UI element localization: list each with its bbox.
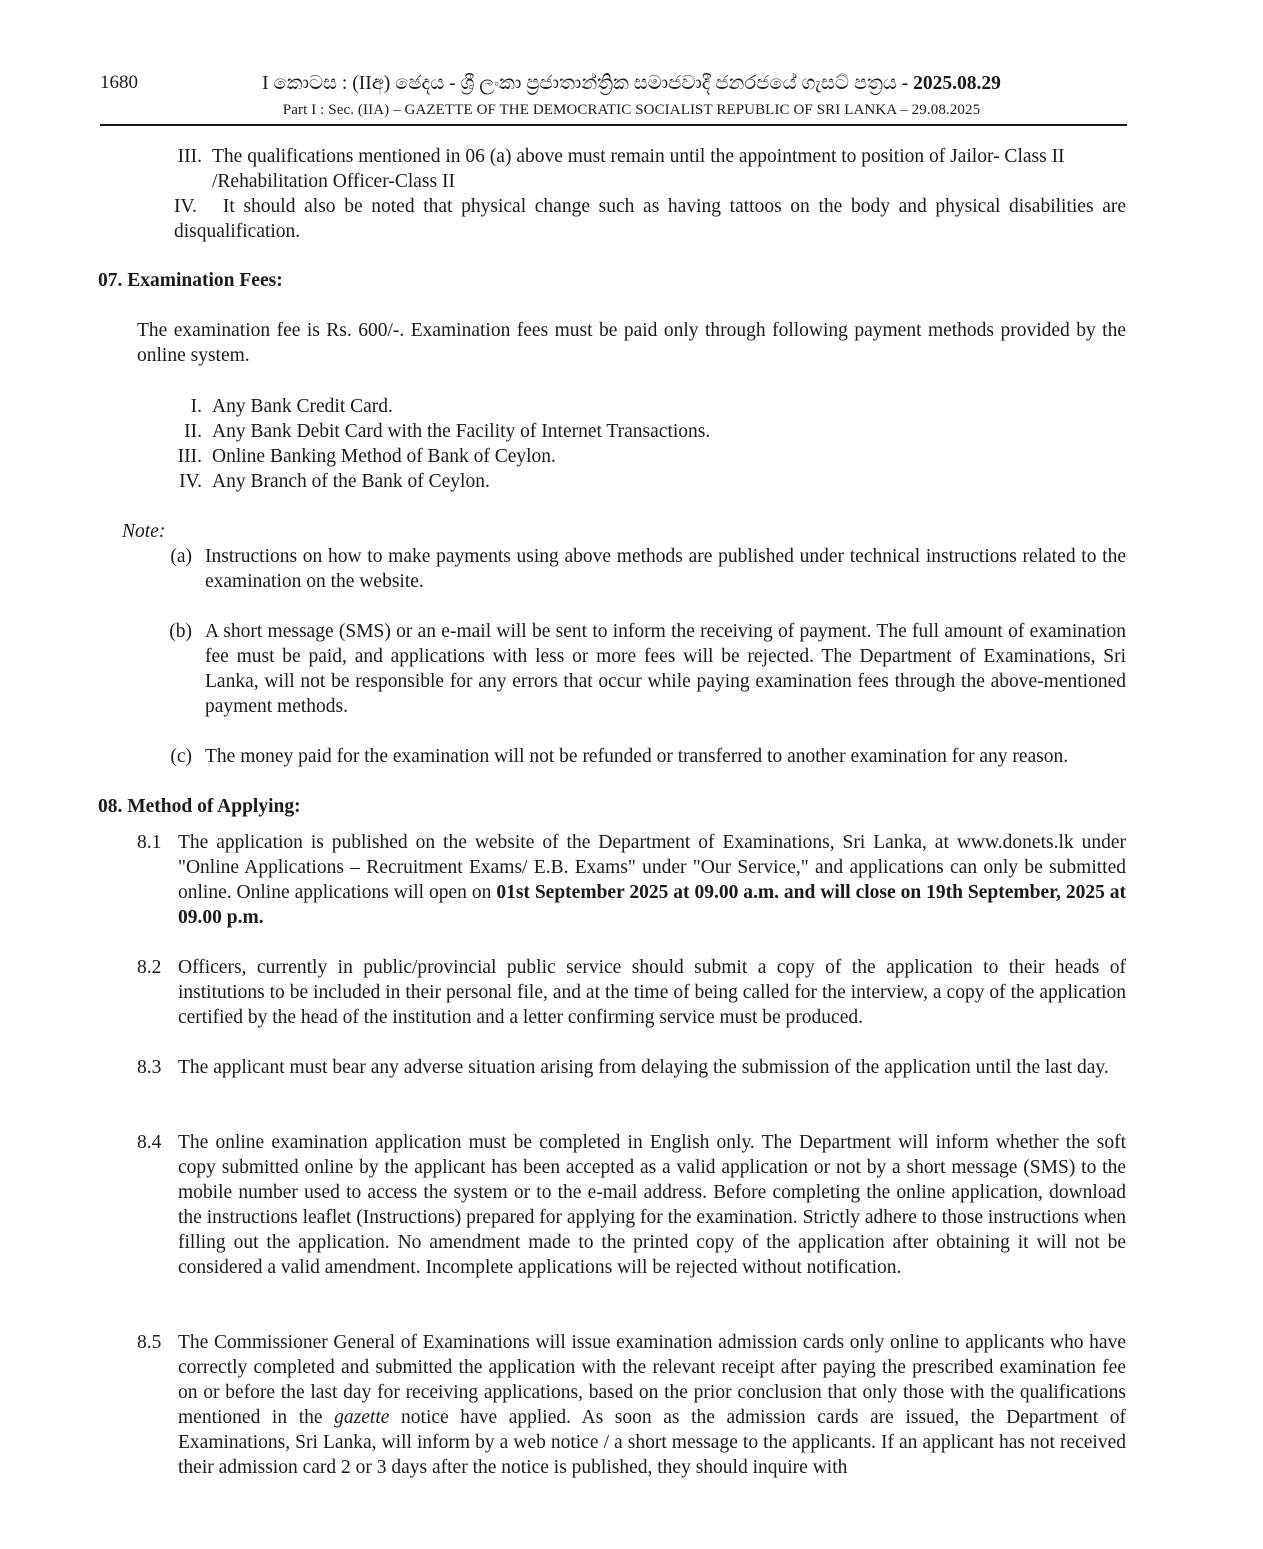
paragraph-number: 8.1 — [137, 832, 162, 853]
paragraph-8-4 — [137, 1130, 1126, 1280]
paragraph-8-3 — [137, 1055, 1126, 1080]
qualification-item-4 — [174, 194, 1126, 244]
paragraph-text: The applicant must bear any adverse situation arising from delaying the submission of the application until the last day. — [178, 1057, 1109, 1078]
method-text: Online Banking Method of Bank of Ceylon. — [212, 446, 556, 467]
item-number: III. — [177, 146, 202, 167]
payment-method-1 — [172, 394, 872, 419]
note-number: (b) — [169, 621, 192, 642]
item-text: It should also be noted that physical change such as having tattoos on the body and physical disabilities are disqualification. — [174, 196, 1126, 242]
payment-method-3 — [172, 444, 872, 469]
qualification-item-3 — [172, 144, 1126, 194]
method-text: Any Bank Debit Card with the Facility of Internet Transactions. — [212, 421, 711, 442]
paragraph-8-2 — [137, 955, 1126, 1030]
paragraph-8-1-text: The application is published on the website of the Department of Examinations, Sri Lanka, at www.donets.lk under "Online Applications – Recruitment Exams/ E.B. Exams" under "Our Service," and applications can only be submitted online. Online applications will open on — [178, 832, 1126, 903]
item-number: IV. — [174, 196, 197, 217]
paragraph-text — [178, 1330, 1126, 1480]
paragraph-number: 8.2 — [137, 957, 162, 978]
note-text: A short message (SMS) or an e-mail will be sent to inform the receiving of payment. The full amount of examination fee must be paid, and applications with less or more fees will be rejected. The Department of Examinations, Sri Lanka, will not be responsible for any errors that occur while paying examination fees through the above-mentioned payment methods. — [205, 621, 1126, 717]
note-label: Note: — [122, 521, 166, 542]
method-text: Any Bank Credit Card. — [212, 396, 393, 417]
paragraph-text: Officers, currently in public/provincial public service should submit a copy of the application to their heads of institutions to be included in their personal file, and at the time of being called for the interview, a copy of the application certified by the head of the institution and a letter confirming service must be produced. — [178, 957, 1126, 1028]
note-number: (c) — [170, 746, 192, 767]
application-dates: 01st September 2025 at 09.00 a.m. and will close on 19th September, 2025 at 09.00 p.m. — [178, 882, 1127, 928]
paragraph-8-5 — [137, 1330, 1126, 1480]
section-07-heading: 07. Examination Fees: — [98, 270, 283, 291]
note-b — [160, 619, 1126, 719]
payment-method-4 — [172, 469, 872, 494]
note-text: The money paid for the examination will not be refunded or transferred to another examination for any reason. — [205, 746, 1069, 767]
item-text: The qualifications mentioned in 06 (a) above must remain until the appointment to position of Jailor- Class II — [212, 146, 1065, 167]
section-07-intro: The examination fee is Rs. 600/-. Examination fees must be paid only through following payment methods provided by the online system. — [137, 320, 1126, 366]
header-sinhala-title: I කොටස : (IIඅ) ඡෙදය - ශ්‍රී ලංකා ප්‍රජාතාන්ත්‍රික සමාජවාදී ජනරජයේ ගැසට් පත්‍රය - — [262, 73, 909, 94]
gazette-header — [0, 72, 1263, 120]
paragraph-8-5-text-a: The Commissioner General of Examinations will issue examination admission cards only online to applicants who have correctly completed and submitted the application with the relevant receipt after paying the prescribed examination fee on or before the last day for receiving applications, based on the prior conclusion that only those with the qualifications mentioned in the — [178, 1332, 1126, 1428]
paragraph-text: The online examination application must be completed in English only. The Department will inform whether the soft copy submitted online by the applicant has been accepted as a valid application or not by a short message (SMS) to the mobile number used to access the system or to the e-mail address. Before completing the online application, download the instructions leaflet (Instructions) prepared for applying for the examination. Strictly adhere to those instructions when filling out the application. No amendment made to the printed copy of the application after obtaining it will not be considered a valid amendment. Incomplete applications will be rejected without notification. — [178, 1132, 1126, 1278]
gazette-term: gazette — [334, 1407, 390, 1428]
method-number: III. — [177, 446, 202, 467]
note-number: (a) — [170, 546, 192, 567]
item-text-continuation: /Rehabilitation Officer-Class II — [212, 171, 455, 192]
page-number: 1680 — [100, 72, 138, 93]
method-number: II. — [184, 421, 202, 442]
paragraph-number: 8.5 — [137, 1332, 162, 1353]
header-date: 2025.08.29 — [913, 73, 1001, 94]
header-english-line: Part I : Sec. (IIA) – GAZETTE OF THE DEMOCRATIC SOCIALIST REPUBLIC OF SRI LANKA – 29.08.2025 — [282, 102, 981, 118]
paragraph-text — [178, 830, 1126, 930]
note-a — [160, 544, 1126, 594]
header-divider — [100, 124, 1127, 126]
note-c — [160, 744, 1126, 769]
payment-method-2 — [172, 419, 872, 444]
paragraph-8-5-text-b: notice have applied. As soon as the admission cards are issued, the Department of Examinations, Sri Lanka, will inform by a web notice / a short message to the applicants. If an applicant has not received their admission card 2 or 3 days after the notice is published, they should inquire with — [178, 1407, 1127, 1478]
method-number: I. — [190, 396, 202, 417]
paragraph-number: 8.3 — [137, 1057, 162, 1078]
paragraph-number: 8.4 — [137, 1132, 162, 1153]
header-sinhala-line — [0, 72, 1263, 96]
paragraph-8-1 — [137, 830, 1126, 930]
method-number: IV. — [179, 471, 202, 492]
note-text: Instructions on how to make payments using above methods are published under technical instructions related to the examination on the website. — [205, 546, 1126, 592]
section-08-heading: 08. Method of Applying: — [98, 796, 301, 817]
method-text: Any Branch of the Bank of Ceylon. — [212, 471, 490, 492]
